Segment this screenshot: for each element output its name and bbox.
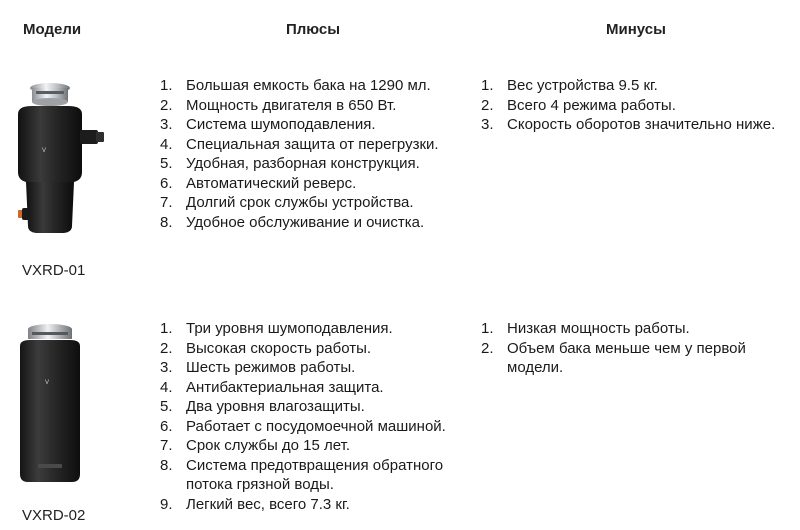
product-image-vxrd-01 (12, 80, 112, 238)
svg-text:V: V (42, 148, 47, 154)
model-name-vxrd-02: VXRD-02 (22, 507, 86, 524)
list-item: 7. Долгий срок службы устройства. (160, 194, 414, 211)
list-item: 8. Система предотвращения обратного потока грязной воды. (160, 456, 444, 493)
header-cons: Минусы (606, 21, 666, 38)
pros-list-vxrd-02 (160, 319, 470, 514)
svg-text:V: V (45, 380, 50, 386)
header-models: Модели (23, 21, 82, 38)
list-item: 1. Низкая мощность работы. (481, 320, 690, 337)
list-item: 4. Антибактериальная защита. (160, 378, 384, 396)
list-item: 1. Большая емкость бака на 1290 мл. (160, 77, 431, 94)
list-item: 1. Три уровня шумоподавления. (160, 320, 393, 337)
list-item: 3. Скорость оборотов значительно ниже. (481, 116, 776, 133)
list-item: 3. Система шумоподавления. (160, 116, 376, 133)
list-item: 2. Мощность двигателя в 650 Вт. (160, 96, 397, 114)
list-item: 3. Шесть режимов работы. (160, 359, 356, 376)
cons-list-vxrd-02 (481, 319, 781, 378)
list-item: 7. Срок службы до 15 лет. (160, 437, 350, 454)
list-item: 5. Удобная, разборная конструкция. (160, 155, 420, 172)
list-item: 2. Объем бака меньше чем у первой модели. (481, 339, 746, 376)
list-item: 9. Легкий вес, всего 7.3 кг. (160, 495, 350, 513)
list-item: 2. Всего 4 режима работы. (481, 96, 676, 114)
list-item: 6. Автоматический реверс. (160, 174, 357, 192)
list-item: 2. Высокая скорость работы. (160, 339, 372, 357)
product-image-vxrd-02 (14, 322, 86, 484)
list-item: 1. Вес устройства 9.5 кг. (481, 77, 658, 94)
cons-list-vxrd-01 (481, 76, 799, 135)
list-item: 8. Удобное обслуживание и очистка. (160, 213, 425, 231)
list-item: 5. Два уровня влагозащиты. (160, 398, 365, 415)
model-name-vxrd-01: VXRD-01 (22, 262, 86, 279)
header-pros: Плюсы (286, 21, 341, 38)
list-item: 4. Специальная защита от перегрузки. (160, 135, 439, 153)
pros-list-vxrd-01 (160, 76, 470, 232)
list-item: 6. Работает с посудомоечной машиной. (160, 417, 446, 435)
